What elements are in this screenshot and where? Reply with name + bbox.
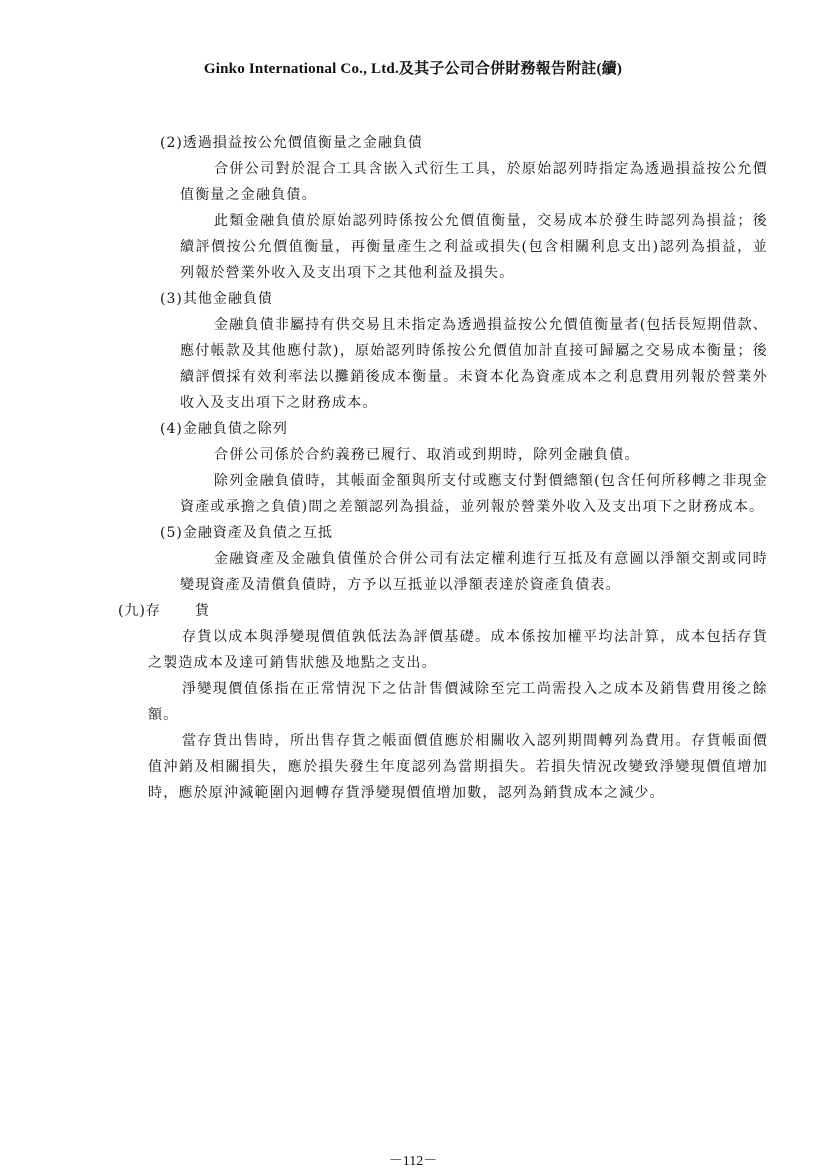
- section-4-paragraph-2: 除列金融負債時，其帳面金額與所支付或應支付對價總額(包含任何所移轉之非現金資產或承擔之負債)間之差額認列為損益，並列報於營業外收入及支出項下之財務成本。: [180, 473, 768, 515]
- section-2-paragraph-1: 合併公司對於混合工具含嵌入式衍生工具，於原始認列時指定為透過損益按公允價值衡量之金融負債。: [180, 161, 768, 203]
- section-heading-3: (3)其他金融負債: [160, 291, 273, 307]
- inventory-heading-number: (九)存: [118, 603, 161, 619]
- section-heading-2: (2)透過損益按公允價值衡量之金融負債: [160, 135, 423, 151]
- section-2-paragraph-2: 此類金融負債於原始認列時係按公允價值衡量，交易成本於發生時認列為損益；後續評價按公允價值衡量，再衡量產生之利益或損失(包含相關利息支出)認列為損益，並列報於營業外收入及支出項下之其他利益及損失。: [180, 213, 768, 281]
- section-5-paragraph-1: 金融資產及金融負債僅於合併公司有法定權利進行互抵及有意圖以淨額交割或同時變現資產及清償負債時，方予以互抵並以淨額表達於資產負債表。: [180, 551, 768, 593]
- section-4-paragraph-1: 合併公司係於合約義務已履行、取消或到期時，除列金融負債。: [214, 447, 640, 463]
- section-heading-5: (5)金融資產及負債之互抵: [160, 525, 333, 541]
- section-heading-4: (4)金融負債之除列: [160, 421, 288, 437]
- section-3-paragraph-1: 金融負債非屬持有供交易且未指定為透過損益按公允價值衡量者(包括長短期借款、應付帳款及其他應付款)，原始認列時係按公允價值加計直接可歸屬之交易成本衡量；後續評價採有效利率法以攤銷後成本衡量。未資本化為資產成本之利息費用列報於營業外收入及支出項下之財務成本。: [180, 317, 768, 411]
- inventory-heading-text: 貨: [194, 603, 210, 619]
- inventory-paragraph-3: 當存貨出售時，所出售存貨之帳面價值應於相關收入認列期間轉列為費用。存貨帳面價值沖銷及相關損失，應於損失發生年度認列為當期損失。若損失情況改變致淨變現價值增加時，應於原沖減範圍內迴轉存貨淨變現價值增加數，認列為銷貨成本之減少。: [148, 733, 768, 801]
- inventory-paragraph-2: 淨變現價值係指在正常情況下之估計售價減除至完工尚需投入之成本及銷售費用後之餘額。: [148, 681, 768, 723]
- page-number: －112－: [388, 1154, 438, 1169]
- page-header-title: Ginko International Co., Ltd.及其子公司合併財務報告附註(續): [203, 61, 623, 77]
- section-heading-inventory: [118, 598, 768, 624]
- inventory-paragraph-1: 存貨以成本與淨變現價值孰低法為評價基礎。成本係按加權平均法計算，成本包括存貨之製造成本及達可銷售狀態及地點之支出。: [148, 629, 768, 671]
- document-body: [0, 130, 826, 806]
